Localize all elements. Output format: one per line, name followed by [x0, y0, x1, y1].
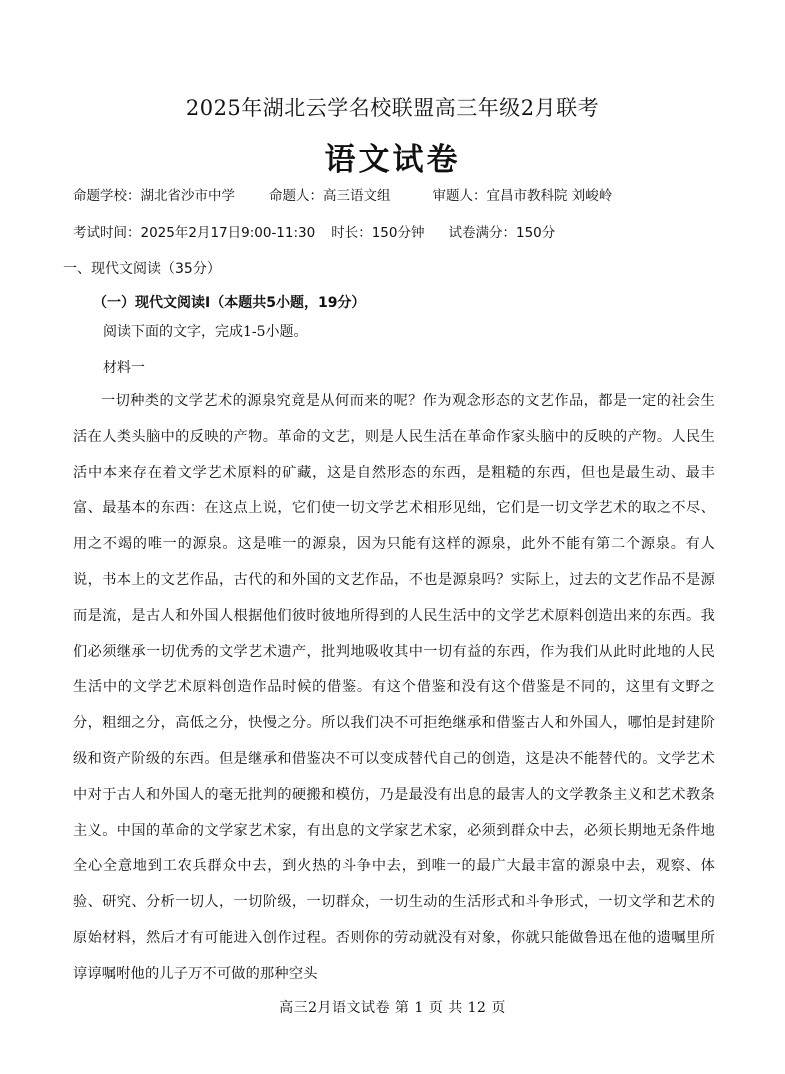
setter-school: 命题学校：湖北省沙市中学	[73, 188, 235, 204]
material-label: 材料一	[103, 360, 145, 376]
exam-info-line-1	[73, 184, 612, 204]
exam-full-score: 试卷满分：150分	[448, 225, 556, 241]
section-heading: 一、现代文阅读（35分）	[63, 261, 221, 277]
reviewer: 审题人：宜昌市教科院 刘峻岭	[432, 188, 613, 204]
subsection-heading: （一）现代文阅读Ⅰ（本题共5小题，19分）	[93, 295, 366, 311]
exam-title: 2025年湖北云学名校联盟高三年级2月联考	[185, 96, 600, 120]
exam-time: 考试时间：2025年2月17日9:00-11:30	[73, 225, 316, 241]
exam-info-line-2	[73, 221, 555, 241]
exam-subtitle: 语文试卷	[324, 142, 461, 178]
exam-duration: 时长：150分钟	[331, 225, 425, 241]
passage-text: 一切种类的文学艺术的源泉究竟是从何而来的呢？作为观念形态的文艺作品，都是一定的社会生活在人类头脑中的反映的产物。革命的文艺，则是人民生活在革命作家头脑中的反映的产物。人民生活中本来存在着文学艺术原料的矿藏，这是自然形态的东西，是粗糙的东西，但也是最生动、最丰富、最基本的东西：在这点上说，它们使一切文学艺术相形见绌，它们是一切文学艺术的取之不尽、用之不竭的唯一的源泉。这是唯一的源泉，因为只能有这样的源泉，此外不能有第二个源泉。有人说，书本上的文艺作品，古代的和外国的文艺作品，不也是源泉吗？实际上，过去的文艺作品不是源而是流，是古人和外国人根据他们彼时彼地所得到的人民生活中的文学艺术原料创造出来的东西。我们必须继承一切优秀的文学艺术遗产，批判地吸收其中一切有益的东西，作为我们从此时此地的人民生活中的文学艺术原料创造作品时候的借鉴。有这个借鉴和没有这个借鉴是不同的，这里有文野之分，粗细之分，高低之分，快慢之分。所以我们决不可拒绝继承和借鉴古人和外国人，哪怕是封建阶级和资产阶级的东西。但是继承和借鉴决不可以变成替代自己的创造，这是决不能替代的。文学艺术中对于古人和外国人的毫无批判的硬搬和模仿，乃是最没有出息的最害人的文学教条主义和艺术教条主义。中国的革命的文学家艺术家，有出息的文学家艺术家，必须到群众中去，必须长期地无条件地全心全意地到工农兵群众中去，到火热的斗争中去，到唯一的最广大最丰富的源泉中去，观察、体验、研究、分析一切人，一切阶级，一切群众，一切生动的生活形式和斗争形式，一切文学和艺术的原始材料，然后才有可能进入创作过程。否则你的劳动就没有对象，你就只能做鲁迅在他的遗嘱里所谆谆嘱咐他的儿子万不可做的那种空头	[73, 393, 715, 982]
setter-person: 命题人：高三语文组	[269, 188, 391, 204]
reading-instruction: 阅读下面的文字，完成1-5小题。	[103, 324, 308, 340]
page-footer: 高三2月语文试卷 第 1 页 共 12 页	[279, 1000, 506, 1016]
